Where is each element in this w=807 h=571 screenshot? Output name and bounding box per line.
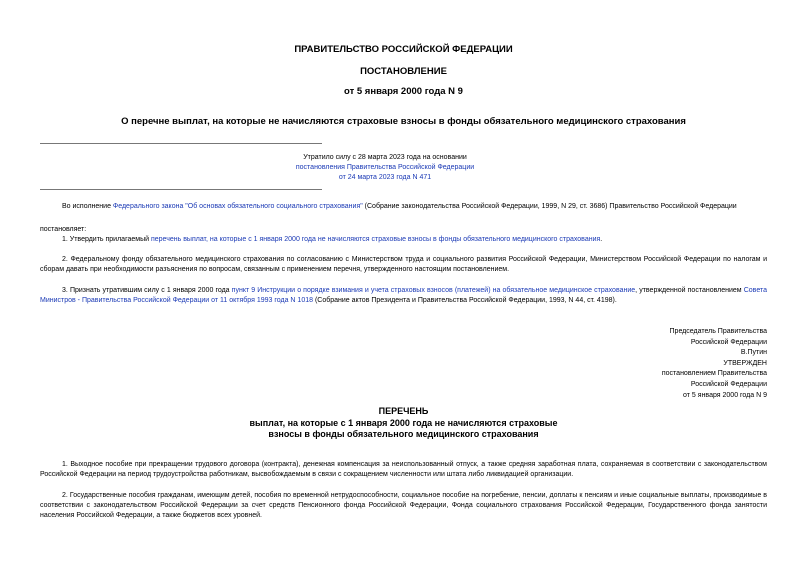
item-2: 2. Федеральному фонду обязательного медицинского страхования по согласованию с Министерством труда и социального развития Российской Федерации, Министерством Российской Федерации по налогам и сборам давать при необходимости разъяснения по вопросам, связанным с применением перечня, утвержденного настоящим постановлением. (40, 256, 767, 273)
list-item-1: 1. Выходное пособие при прекращении трудового договора (контракта), денежная компенсация за неиспользованный отпуск, а также средняя заработная плата, сохраняемая в соответствии с законодательством Российской Федерации на период трудоустройства работникам, высвобождаемым в связи с сокращением численности или штата либо ликвидацией организации. (40, 461, 767, 478)
instruction-link[interactable]: пункт 9 Инструкции о порядке взимания и учета страховых взносов (платежей) на обязательное медицинское страхование (231, 287, 636, 294)
signer-name: В.Путин (740, 349, 767, 357)
signer-position: Председатель Правительства (669, 328, 767, 335)
list-heading: ПЕРЕЧЕНЬ (378, 406, 429, 416)
issuer-heading: ПРАВИТЕЛЬСТВО РОССИЙСКОЙ ФЕДЕРАЦИИ (294, 44, 513, 55)
approved-date: от 5 января 2000 года N 9 (683, 391, 767, 399)
signature-block (567, 327, 767, 401)
divider-top (40, 143, 322, 144)
federal-law-link[interactable]: Федерального закона "Об основах обязательного социального страхования" (112, 203, 363, 210)
lapsed-note (270, 153, 500, 183)
signer-position-2: Российской Федерации (690, 338, 767, 346)
item-3: 3. Признать утратившим силу с 1 января 2000 года пункт 9 Инструкции о порядке взимания и учета страховых взносов (платежей) на обязательное медицинское страхование, утвержденной постановлением Совета Министров - Правительства Российской Федерации от 11 октября 1993 года N 1018 (Собрание актов Президента и Правительства Российской Федерации, 1993, N 44, ст. 4198). (40, 287, 768, 304)
council-resolution-link[interactable]: Совета Министров - Правительства Российской Федерации от 11 октября 1993 года N 1018 (40, 287, 768, 304)
document-type: ПОСТАНОВЛЕНИЕ (360, 66, 447, 77)
divider-bottom (40, 189, 322, 190)
item-1: 1. Утвердить прилагаемый перечень выплат, на которые с 1 января 2000 года не начисляются страховые взносы в фонды обязательного медицинского страхования. (62, 236, 603, 243)
list-item-2: 2. Государственные пособия гражданам, имеющим детей, пособия по временной нетрудоспособности, социальное пособие на погребение, пенсии, доплаты к пенсиям и иные социальные выплаты, производимые в соответствии с законодательством Российской Федерации за счет средств Пенсионного фонда Российской Федерации, Фонда социального страхования Российской Федерации, Государственного фонда занятости населения Российской Федерации, а также бюджетов всех уровней. (40, 492, 767, 519)
list-subtitle-2: взносы в фонды обязательного медицинского страхования (268, 429, 539, 439)
decides-text: постановляет: (40, 226, 87, 233)
list-link[interactable]: перечень выплат, на которые с 1 января 2000 года не начисляются страховые взносы в фонды обязательного медицинского страхования (150, 236, 601, 243)
document-title: О перечне выплат, на которые не начисляются страховые взносы в фонды обязательного медицинского страхования (121, 116, 686, 127)
lapsed-source-link[interactable]: постановления Правительства Российской Федерации (295, 164, 475, 171)
preamble: Во исполнение Федерального закона "Об основах обязательного социального страхования" (Собрание законодательства Российской Федерации, 1999, N 29, ст. 3686) Правительство Российской Федерации (62, 203, 737, 210)
lapsed-note-text: Утратило силу с 28 марта 2023 года на основании (303, 154, 467, 161)
approved-by-2: Российской Федерации (690, 380, 767, 388)
document-date-number: от 5 января 2000 года N 9 (344, 86, 463, 97)
approved-label: УТВЕРЖДЕН (723, 359, 767, 367)
list-subtitle-1: выплат, на которые с 1 января 2000 года не начисляются страховые (249, 418, 558, 428)
approved-by: постановлением Правительства (661, 370, 767, 378)
lapsed-source-link-date[interactable]: от 24 марта 2023 года N 471 (338, 174, 432, 181)
